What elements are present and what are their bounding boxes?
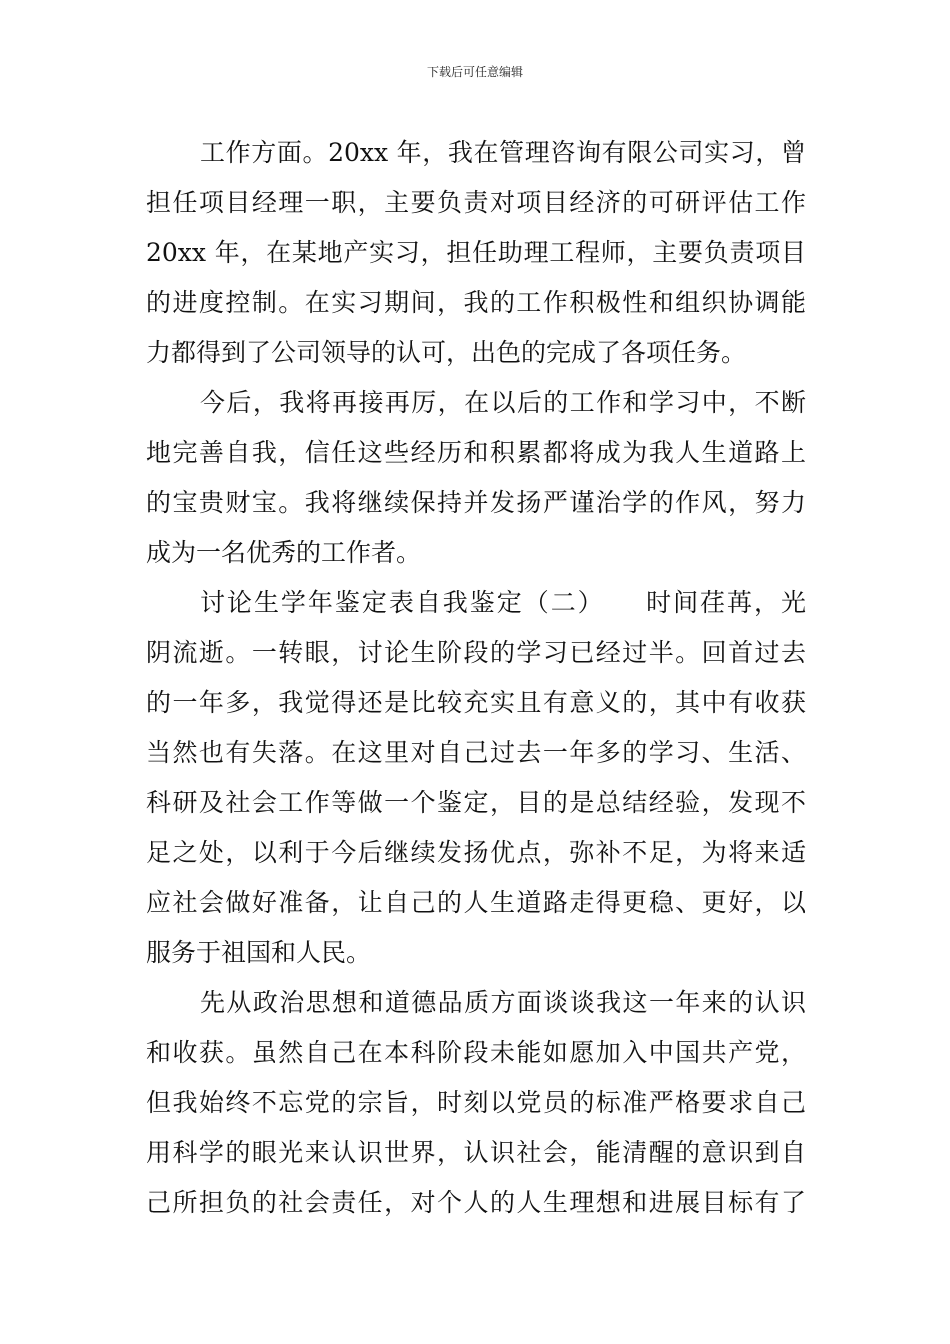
text-line: 力都得到了公司领导的认可，出色的完成了各项任务。 [146, 338, 747, 367]
text-line: 己所担负的社会责任，对个人的人生理想和进展目标有了 [146, 1188, 806, 1217]
text-line: 讨论生学年鉴定表自我鉴定（二） 时间荏苒，光 [200, 588, 806, 617]
text-line: 应社会做好准备，让自己的人生道路走得更稳、更好，以 [146, 888, 806, 917]
header-note: 下载后可任意编辑 [426, 65, 523, 79]
text-line: 服务于祖国和人民。 [146, 938, 372, 967]
text-line: 阴流逝。一转眼，讨论生阶段的学习已经过半。回首过去 [146, 638, 806, 667]
text-line: 科研及社会工作等做一个鉴定，目的是总结经验，发现不 [146, 788, 806, 817]
text-line: 先从政治思想和道德品质方面谈谈我这一年来的认识 [200, 988, 806, 1017]
text-line: 的一年多，我觉得还是比较充实且有意义的，其中有收获 [146, 688, 806, 717]
text-line: 今后，我将再接再厉，在以后的工作和学习中，不断 [200, 388, 806, 417]
text-line: 的宝贵财宝。我将继续保持并发扬严谨治学的作风，努力 [146, 488, 806, 517]
text-line: 当然也有失落。在这里对自己过去一年多的学习、生活、 [146, 738, 806, 767]
text-line: 和收获。虽然自己在本科阶段未能如愿加入中国共产党， [146, 1038, 806, 1067]
text-line: 足之处，以利于今后继续发扬优点，弥补不足，为将来适 [146, 838, 806, 867]
text-line: 工作方面。20xx 年，我在管理咨询有限公司实习，曾 [200, 138, 806, 167]
text-line: 20xx 年，在某地产实习，担任助理工程师，主要负责项目 [146, 238, 806, 267]
text-line: 用科学的眼光来认识世界，认识社会，能清醒的意识到自 [146, 1138, 806, 1167]
text-line: 成为一名优秀的工作者。 [146, 538, 422, 567]
text-line: 的进度控制。在实习期间，我的工作积极性和组织协调能 [146, 288, 806, 317]
text-line: 担任项目经理一职，主要负责对项目经济的可研评估工作 [146, 188, 806, 217]
document-body [146, 128, 806, 1228]
text-line: 地完善自我，信任这些经历和积累都将成为我人生道路上 [146, 438, 806, 467]
text-line: 但我始终不忘党的宗旨，时刻以党员的标准严格要求自己 [146, 1088, 806, 1117]
